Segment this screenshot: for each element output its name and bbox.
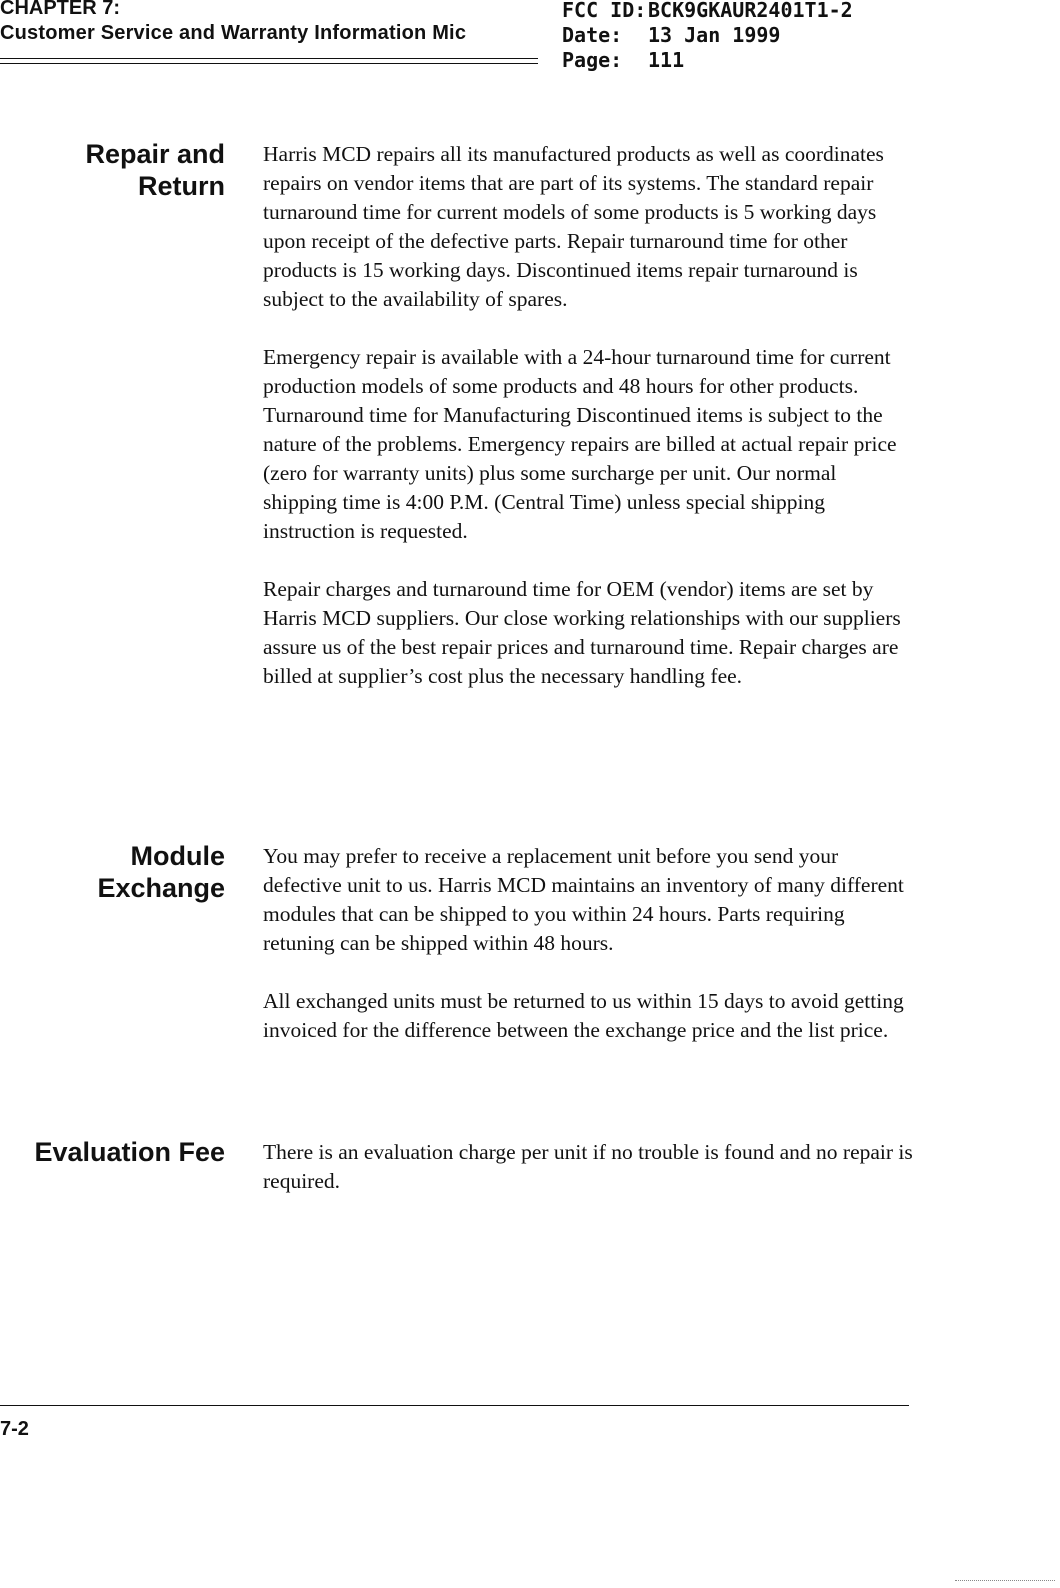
chapter-label: CHAPTER 7:: [0, 0, 121, 19]
paragraph: There is an evaluation charge per unit if no trouble is found and no repair is required.: [263, 1140, 913, 1193]
section-body: [263, 842, 913, 1045]
section-heading: Repair and Return: [85, 139, 225, 201]
date-value: 13 Jan 1999: [648, 23, 781, 47]
section-heading: Module Exchange: [97, 841, 225, 903]
paragraph: All exchanged units must be returned to us within 15 days to avoid getting invoiced for the difference between the exchange price and the list price.: [263, 989, 904, 1042]
date-row: [562, 23, 853, 48]
fcc-id-label: FCC ID:: [562, 0, 647, 22]
section-body: [263, 140, 913, 691]
footer-rule: [0, 1405, 909, 1406]
paragraph: Harris MCD repairs all its manufactured products as well as coordinates repairs on vendor items that are part of its systems. The standard repair turnaround time for current models of some products is 5 working days upon receipt of the defective parts. Repair turnaround time for other products is 15 working days. Discontinued items repair turnaround is subject to the availability of spares.: [263, 142, 884, 311]
section-body: [263, 1138, 913, 1196]
page-row: [562, 48, 853, 73]
filing-info-block: [562, 0, 853, 73]
fcc-id-value: BCK9GKAUR2401T1-2: [648, 0, 853, 22]
section-heading: Evaluation Fee: [34, 1137, 225, 1167]
paragraph: Emergency repair is available with a 24-hour turnaround time for current production models of some products and 48 hours for other products. Turnaround time for Manufacturing Discontinued items is subject to the nature of the problems. Emergency repairs are billed at actual repair price (zero for warranty units) plus some surcharge per unit. Our normal shipping time is 4:00 P.M. (Central Time) unless special shipping instruction is requested.: [263, 345, 897, 543]
page-value: 111: [648, 48, 685, 72]
date-label: Date:: [562, 23, 623, 47]
header-double-rule: [0, 58, 538, 64]
page-label: Page:: [562, 48, 623, 72]
scan-artifact-dots: [955, 1580, 1055, 1581]
chapter-title: Customer Service and Warranty Information Mic: [0, 22, 467, 44]
page-number: 7-2: [0, 1418, 29, 1440]
paragraph: Repair charges and turnaround time for OEM (vendor) items are set by Harris MCD suppliers. Our close working relationships with our suppliers assure us of the best repair prices and turnaround time. Repair charges are billed at supplier’s cost plus the necessary handling fee.: [263, 577, 901, 688]
fcc-id-row: [562, 0, 853, 23]
running-header: [0, 0, 466, 46]
paragraph: You may prefer to receive a replacement unit before you send your defective unit to us. Harris MCD maintains an inventory of many different modules that can be shipped to you within 24 hours. Parts requiring retuning can be shipped within 48 hours.: [263, 844, 904, 955]
